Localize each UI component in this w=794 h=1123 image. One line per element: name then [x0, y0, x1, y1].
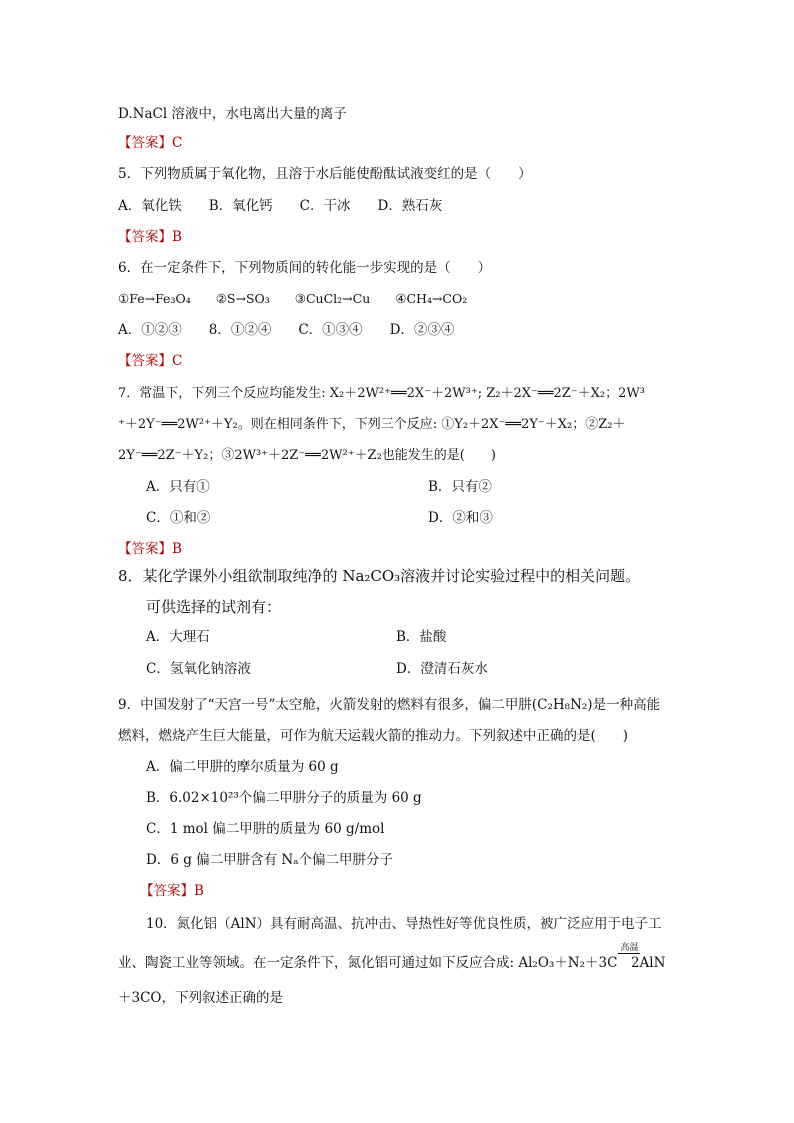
question-10-line-3: ＋3CO，下列叙述正确的是: [118, 990, 283, 1006]
question-7-option-a: A．只有①: [146, 479, 210, 495]
answer-label: 【答案】: [118, 353, 172, 369]
question-6: 6．在一定条件下，下列物质间的转化能一步实现的是（ ）: [118, 260, 492, 276]
question-6-items: ①Fe→Fe₃O₄ ②S→SO₃ ③CuCl₂→Cu ④CH₄→CO₂: [118, 291, 468, 306]
question-9-line-2: 燃料，燃烧产生巨大能量，可作为航天运载火箭的推动力。下列叙述中正确的是( ): [118, 728, 629, 744]
question-9-line-1: 9．中国发射了“天宫一号”太空舱，火箭发射的燃料有很多，偏二甲肼(C₂H₈N₂)是一种高能: [118, 697, 661, 713]
question-7-option-d: D．②和③: [428, 510, 493, 526]
reaction-arrow: [617, 943, 639, 973]
question-9-option-d: D．6 g 偏二甲肼含有 Nₐ个偏二甲肼分子: [146, 852, 393, 868]
answer-line: [140, 881, 204, 901]
question-7-option-c: C．①和②: [146, 510, 211, 526]
option-d-line: D.NaCl 溶液中，水电离出大量的离子: [118, 106, 347, 122]
question-7-line-3: 2Y⁻══2Z⁻＋Y₂；③2W³⁺＋2Z⁻══2W²⁺＋Z₂也能发生的是( ): [118, 448, 496, 463]
question-8-line-1: 8．某化学课外小组欲制取纯净的 Na₂CO₃溶液并讨论实验过程中的相关问题。: [118, 567, 641, 585]
question-8-option-c: C．氢氧化钠溶液: [146, 661, 251, 677]
question-8-option-b: B．盐酸: [396, 629, 447, 645]
question-9-option-a: A．偏二甲肼的摩尔质量为 60 g: [146, 759, 339, 775]
question-8-line-2: 可供选择的试剂有：: [146, 598, 282, 616]
question-9-option-c: C．1 mol 偏二甲肼的质量为 60 g/mol: [146, 821, 385, 837]
question-10-line-1: 10．氮化铝（AlN）具有耐高温、抗冲击、导热性好等优良性质，被广泛应用于电子工: [146, 916, 662, 932]
question-8-option-d: D．澄清石灰水: [396, 661, 488, 677]
question-7-line-1: 7．常温下，下列三个反应均能发生: X₂＋2W²⁺══2X⁻＋2W³⁺; Z₂＋2X⁻══2Z⁻＋X₂；2W³: [118, 386, 645, 401]
answer-label: 【答案】: [118, 229, 172, 245]
question-7-line-2: ⁺＋2Y⁻══2W²⁺＋Y₂。则在相同条件下，下列三个反应: ①Y₂＋2X⁻══2Y⁻＋X₂；②Z₂＋: [118, 417, 626, 432]
answer-value: C: [172, 135, 183, 151]
question-5-options: A．氧化铁 B．氧化钙 C．干冰 D．熟石灰: [118, 198, 443, 214]
answer-label: 【答案】: [118, 135, 172, 151]
question-6-options: A．①②③ 8．①②④ C．①③④ D．②③④: [118, 322, 455, 338]
question-10-product: 2AlN: [630, 955, 666, 971]
answer-label: 【答案】: [140, 883, 194, 899]
question-7-option-b: B．只有②: [428, 479, 492, 495]
question-9-option-b: B．6.02×10²³个偏二甲肼分子的质量为 60 g: [146, 790, 422, 806]
answer-value: B: [172, 229, 182, 245]
question-10-line-2-text: 业、陶瓷工业等领域。在一定条件下，氮化铝可通过如下反应合成: Al₂O₃＋N₂＋3C: [118, 955, 618, 971]
answer-value: C: [172, 353, 183, 369]
answer-line: [118, 539, 182, 559]
answer-line: [118, 133, 182, 153]
reaction-condition: 高温: [620, 943, 639, 953]
question-10-line-2: [118, 943, 666, 973]
answer-line: [118, 227, 182, 247]
answer-value: B: [194, 883, 204, 899]
answer-label: 【答案】: [118, 541, 172, 557]
answer-line: [118, 351, 182, 371]
answer-value: B: [172, 541, 182, 557]
question-5: 5．下列物质属于氧化物，且溶于水后能使酚酞试液变红的是（ ）: [118, 166, 532, 182]
question-8-option-a: A．大理石: [146, 629, 210, 645]
